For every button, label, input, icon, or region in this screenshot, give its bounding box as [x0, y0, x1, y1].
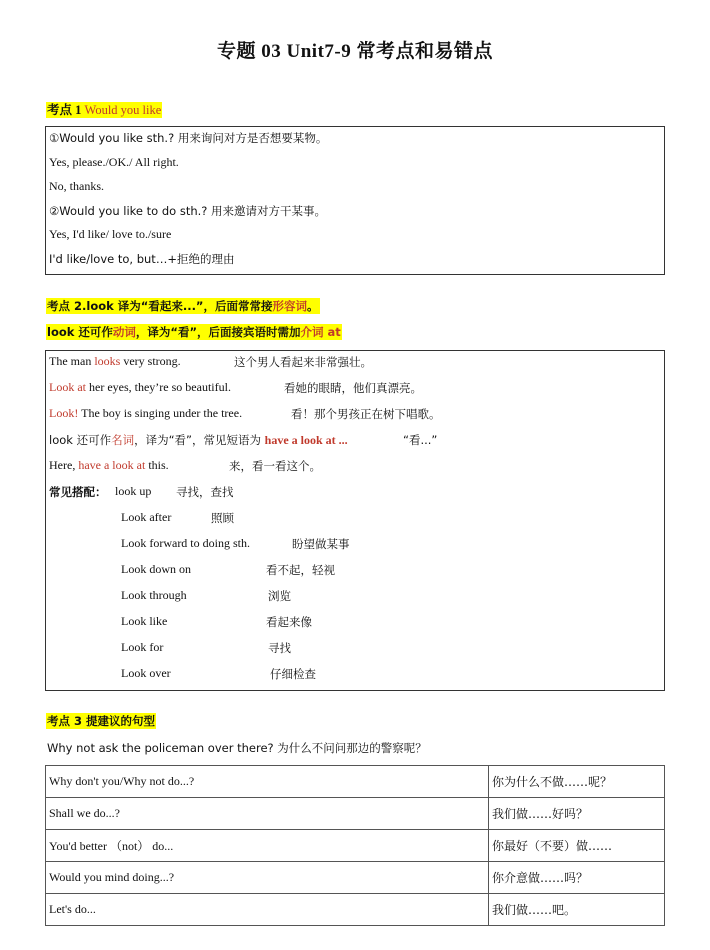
table-cell-en: Why don't you/Why not do...?: [46, 766, 489, 798]
heading-keyword: 动词: [112, 325, 136, 339]
table-row: [46, 862, 665, 894]
sec1-line-6: I'd like/love to, but…+拒绝的理由: [49, 252, 235, 266]
table-cell-en: You'd better （not） do...: [46, 830, 489, 862]
phrase-en: Look down on: [121, 562, 191, 576]
phrase-en: Look after: [121, 510, 172, 524]
example-2: [49, 380, 231, 395]
phrase-cn: 寻找，查找: [176, 485, 234, 499]
example-text: very strong.: [120, 354, 181, 368]
note-text: ，译为“看”，常见短语为: [134, 433, 265, 447]
phrase-en: Look for: [121, 640, 164, 654]
section-2-heading-1-highlight: [46, 298, 320, 314]
table-cell-cn: 我们做……好吗？: [489, 798, 665, 830]
example-text: this.: [145, 458, 169, 472]
heading-keyword: 形容词: [272, 299, 307, 313]
sec1-line-2: Yes, please./OK./ All right.: [49, 155, 179, 169]
phrase-cn: 看起来像: [266, 615, 312, 629]
example-keyword: looks: [94, 354, 121, 368]
phrase-cn: 看不起，轻视: [266, 563, 335, 577]
heading-keyword: 介词 at: [300, 325, 341, 339]
section-2-heading-2: [46, 324, 342, 340]
example-keyword: Look!: [49, 406, 79, 420]
section-1-topic: Would you like: [84, 103, 162, 117]
phrase-en: Look over: [121, 666, 171, 680]
example-2-translation: 看她的眼睛，他们真漂亮。: [284, 381, 422, 395]
example-3: [49, 406, 242, 421]
phrase-cn: 盼望做某事: [292, 537, 350, 551]
table-row: [46, 894, 665, 926]
table-cell-en: Let's do...: [46, 894, 489, 926]
section-2-heading-1: [46, 298, 320, 314]
page-title: 专题 03 Unit7-9 常考点和易错点: [217, 41, 493, 62]
table-cell-cn: 你介意做……吗？: [489, 862, 665, 894]
heading-text: 考点 2.look 译为“看起来...”，后面常常接: [47, 299, 273, 313]
table-cell-cn: 你最好（不要）做……: [489, 830, 665, 862]
section-2-heading-2-highlight: [46, 324, 342, 340]
heading-text: look 还可作: [47, 325, 113, 339]
collocations-label: 常见搭配：: [49, 485, 107, 499]
suggestion-table: [45, 765, 665, 926]
table-cell-en: Shall we do...?: [46, 798, 489, 830]
example-1: [49, 354, 181, 369]
note-text: look 还可作: [49, 433, 112, 447]
table-row: [46, 830, 665, 862]
heading-text: 。: [307, 299, 319, 313]
section-3-label: 考点 3 提建议的句型: [47, 714, 156, 728]
section-1-box: [45, 126, 665, 275]
note-phrase: have a look at ...: [264, 433, 348, 447]
example-keyword: have a look at: [78, 458, 146, 472]
example-text: The man: [49, 354, 95, 368]
phrase-cn: 仔细检查: [270, 667, 316, 681]
example-text: The boy is singing under the tree.: [78, 406, 243, 420]
example-keyword: Look at: [49, 380, 86, 394]
sec1-line-5: Yes, I'd like/ love to./sure: [49, 227, 172, 241]
example-text: Here,: [49, 458, 79, 472]
sec1-line-1: ①Would you like sth.? 用来询问对方是否想要某物。: [49, 131, 328, 145]
phrase-en: Look like: [121, 614, 168, 628]
noun-usage-note: [49, 432, 348, 448]
phrase-en: look up: [115, 484, 152, 498]
heading-text: ，译为“看”，后面接宾语时需加: [135, 325, 301, 339]
table-cell-cn: 你为什么不做……呢？: [489, 766, 665, 798]
phrase-cn: 照顾: [211, 511, 234, 525]
section-2-box: [45, 350, 665, 691]
example-1-translation: 这个男人看起来非常强壮。: [234, 355, 372, 369]
example-text: her eyes, they’re so beautiful.: [86, 380, 231, 394]
section-1-label: 考点 1: [47, 103, 82, 117]
phrase-cn: 寻找: [268, 641, 291, 655]
example-5-translation: 来，看一看这个。: [229, 459, 321, 473]
phrase-en: Look forward to doing sth.: [121, 536, 250, 550]
phrase-en: Look through: [121, 588, 187, 602]
note-keyword: 名词: [111, 433, 135, 447]
noun-usage-translation: “看...”: [403, 433, 438, 447]
section-1-label-highlight: [46, 102, 162, 118]
section-3-example: Why not ask the policeman over there? 为什么不问问那边的警察呢？: [47, 741, 427, 755]
table-cell-en: Would you mind doing...?: [46, 862, 489, 894]
table-row: [46, 798, 665, 830]
table-row: [46, 766, 665, 798]
phrase-cn: 浏览: [268, 589, 291, 603]
table-cell-cn: 我们做……吧。: [489, 894, 665, 926]
sec1-line-3: No, thanks.: [49, 179, 104, 193]
section-1-heading: [46, 100, 162, 118]
section-3-heading: [46, 713, 156, 729]
example-3-translation: 看！那个男孩正在树下唱歌。: [291, 407, 441, 421]
example-5: [49, 458, 169, 473]
sec1-line-4: ②Would you like to do sth.? 用来邀请对方干某事。: [49, 204, 327, 218]
